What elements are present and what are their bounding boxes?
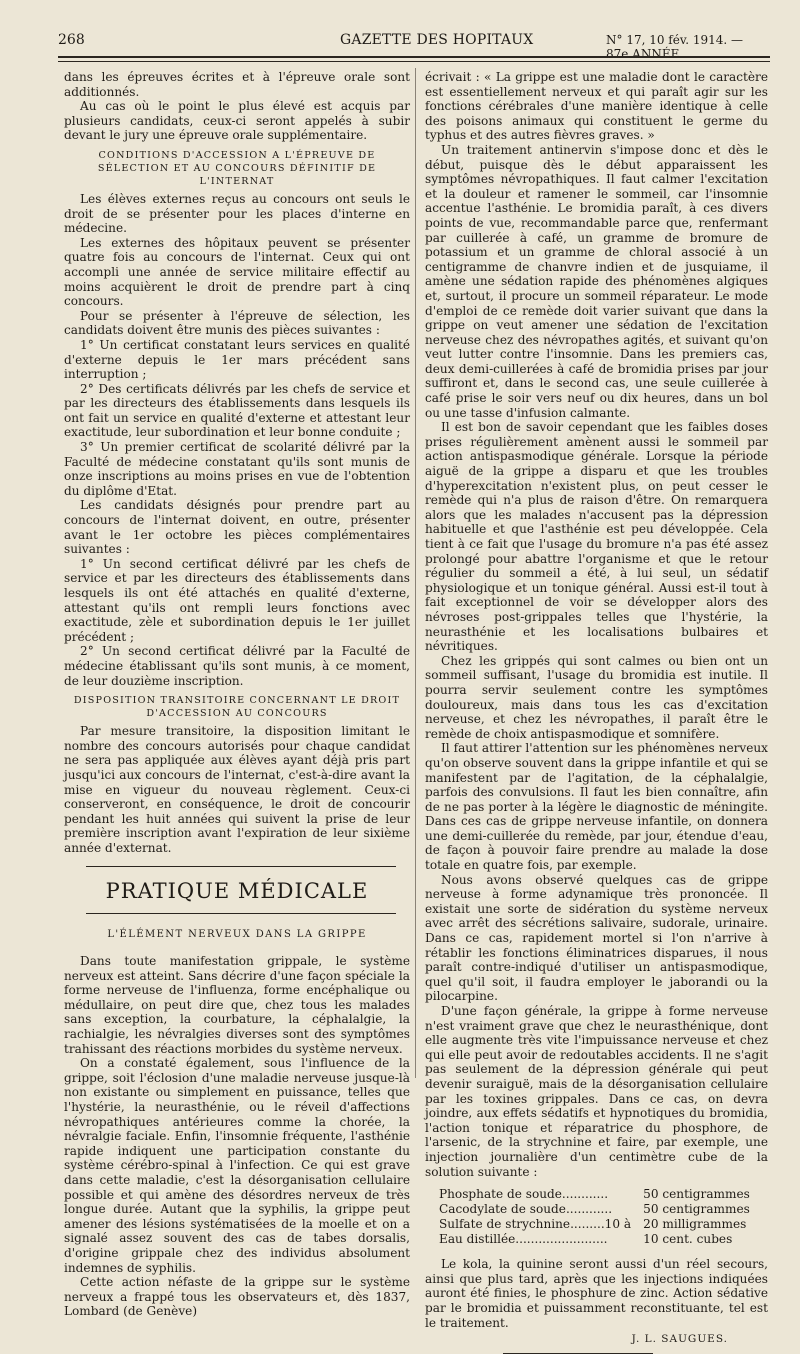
paragraph: 2° Un second certificat délivré par la Faculté de médecine établissant qu'ils sont munis, à ce moment, de leur douzième inscription. xyxy=(64,644,410,688)
paragraph: Par mesure transitoire, la disposition limitant le nombre des concours autorisés pour chaque candidat ne sera pas appliquée aux élèves ayant déjà pris part jusqu'ici aux concours de l'internat, c'est-à-dire avant la mise en vigueur du nouveau règlement. Ceux-ci conserveront, en conséquence, le droit de concourir pendant les huit années qui suivent la prise de leur première inscription avant l'expiration de leur sixième année d'externat. xyxy=(64,724,410,855)
header-rule xyxy=(58,56,770,58)
paragraph: 2° Des certificats délivrés par les chefs de service et par les directeurs des établissements dans lesquels ils ont fait un service en qualité d'externe et attestant leur exactitude, leur subordination et leur bonne conduite ; xyxy=(64,381,410,440)
paragraph: Les externes des hôpitaux peuvent se présenter quatre fois au concours de l'internat. Ceux qui ont accompli une année de service militaire effectif au moins acquièrent le droit de prendre part à cinq concours. xyxy=(64,235,410,309)
quantity: 50 centigrammes xyxy=(643,1187,750,1202)
header-rule-thin xyxy=(58,61,770,62)
paragraph: Au cas où le point le plus élevé est acquis par plusieurs candidats, ceux-ci seront appelés à subir devant le jury une épreuve orale supplémentaire. xyxy=(64,99,410,143)
prescription-row xyxy=(439,1187,750,1202)
paragraph: Chez les grippés qui sont calmes ou bien ont un sommeil suffisant, l'usage du bromidia est inutile. Il pourra servir seulement contre les symptômes douloureux, mais dans tous les cas d'excitation nerveuse, et chez les névropathes, il paraît être le remède de choix antispasmodique et somnifère. xyxy=(425,653,768,741)
paragraph: Nous avons observé quelques cas de grippe nerveuse à forme adynamique très prononcée. Il existait une sorte de sidération du système nerveux avec arrêt des sécrétions salivaire, sudorale, urinaire. Dans ce cas, rapidement mortel si l'on n'arrive à rétablir les fonctions éliminatrices disparues, il nous paraît contre-indiqué d'utiliser un antispasmodique, quel qu'il soit, il faudra employer le jaborandi ou la pilocarpine. xyxy=(425,872,768,1004)
section-heading: CONDITIONS D'ACCESSION A L'ÉPREUVE DE SÉLECTION ET AU CONCOURS DÉFINITIF DE L'INTERNAT xyxy=(97,149,377,187)
prescription-row xyxy=(439,1232,750,1247)
author-signature: J. L. SAUGUES. xyxy=(631,1333,728,1346)
section-heading: DISPOSITION TRANSITOIRE CONCERNANT LE DROIT D'ACCESSION AU CONCOURS xyxy=(73,695,401,720)
issue-info: N° 17, 10 fév. 1914. — 87e ANNÉE. xyxy=(606,33,743,61)
article-title: L'ÉLÉMENT NERVEUX DANS LA GRIPPE xyxy=(107,928,367,940)
quantity: 10 cent. cubes xyxy=(643,1232,733,1247)
right-column xyxy=(425,70,768,1354)
paragraph: Cette action néfaste de la grippe sur le système nerveux a frappé tous les observateurs et, dès 1837, Lombard (de Genève) xyxy=(64,1275,410,1319)
paragraph: 1° Un certificat constatant leurs services en qualité d'externe depuis le 1er mars précédent sans interruption ; xyxy=(64,337,410,382)
paragraph: 3° Un premier certificat de scolarité délivré par la Faculté de médecine constatant qu'ils sont munis de onze inscriptions au moins prises en vue de l'obtention du diplôme d'Etat. xyxy=(64,440,410,498)
left-column xyxy=(64,70,410,1319)
quantity: 20 milligrammes xyxy=(643,1217,747,1232)
page-header xyxy=(58,30,768,61)
rubric-title: PRATIQUE MÉDICALE xyxy=(105,878,369,903)
paragraph: Le kola, la quinine seront aussi d'un réel secours, ainsi que plus tard, après que les injections indiquées auront été finies, le phosphure de zinc. Action sédative par le bromidia et puissamment reconstituante, tel est le traitement. xyxy=(425,1257,768,1330)
prescription-row xyxy=(439,1202,750,1217)
paragraph: Il faut attirer l'attention sur les phénomènes nerveux qu'on observe souvent dans la grippe infantile et qui se manifestent par de l'agitation, de la céphalalgie, parfois des convulsions. Il faut les bien connaître, afin de ne pas porter à la légère le diagnostic de méningite. Dans ces cas de grippe nerveuse infantile, on donnera une demi-cuillerée du remède, par jour, étendue d'eau, de façon à pouvoir faire prendre au malade la dose totale en quatre fois, par exemple. xyxy=(425,741,768,873)
prescription-row xyxy=(439,1217,750,1232)
paragraph: On a constaté également, sous l'influence de la grippe, soit l'éclosion d'une maladie nerveuse jusque-là non existante ou simplement en puissance, telles que l'hystérie, la neurasthénie, ou le réveil d'affections névropathiques antérieures comme la chorée, la névralgie faciale. Enfin, l'insomnie fréquente, l'asthénie rapide indiquent une participation constante du système cérébro-spinal à l'infection. Ce qui est grave dans cette maladie, c'est la désorganisation cellulaire possible et qui amène des désordres nerveux de très longue durée. Autant que la syphilis, la grippe peut amener des lésions systématisées de la moelle et on a signalé assez souvent des cas de tabes dorsalis, d'origine grippale chez des individus absolument indemnes de syphilis. xyxy=(64,1056,410,1275)
ingredient: Eau distillée........................ xyxy=(439,1232,608,1247)
paragraph: Il est bon de savoir cependant que les faibles doses prises régulièrement amènent aussi le sommeil par action antispasmodique générale. Lorsque la période aiguë de la grippe a disparu et que les troubles d'hyperexcitation n'existent plus, on peut cesser le remède qui n'a plus de raison d'être. On remarquera alors que les malades n'accusent pas la dépression habituelle et que l'asthénie est peu développée. Cela tient à ce fait que l'usage du bromure n'a pas été assez prolongé pour abattre l'organisme et que le retour régulier du sommeil a été, à lui seul, un sédatif physiologique et un tonique général. Aussi est-il tout à fait exceptionnel de voir se développer alors des névroses post-grippales telles que l'hystérie, la neurasthénie et les localisations bulbaires et névritiques. xyxy=(425,420,768,654)
ingredient: Phosphate de soude............ xyxy=(439,1187,609,1202)
paragraph: 1° Un second certificat délivré par les chefs de service et par les directeurs des établissements dans lesquels ils ont été attachés en qualité d'externe, attestant qu'ils ont rempli leurs fonctions avec exactitude, zèle et subordination depuis le 1er juillet précédent ; xyxy=(64,556,410,644)
paragraph: Un traitement antinervin s'impose donc et dès le début, puisque dès le début apparaissent les symptômes névropathiques. Il faut calmer l'excitation et la douleur et ramener le sommeil, car l'insomnie accentue l'asthénie. Le bromidia paraît, à ces divers points de vue, recommandable parce que, renfermant par cuillerée à café, un gramme de bromure de potassium et un gramme de chloral associé à un centigramme de chanvre indien et de jusquiame, il amène une sédation rapide des phénomènes algiques et, surtout, il procure un sommeil réparateur. Le mode d'emploi de ce remède doit varier suivant que dans la grippe on veut amener une sédation de l'excitation nerveuse chez des névropathes agités, et suivant qu'on veut lutter contre l'insomnie. Dans les premiers cas, deux demi-cuillerées à café de bromidia prises par jour suffiront et, dans le second cas, une seule cuillerée à café prise le soir vers neuf ou dix heures, dans un bol ou une tasse d'infusion calmante. xyxy=(425,142,768,420)
paragraph: D'une façon générale, la grippe à forme nerveuse n'est vraiment grave que chez le neurasthénique, dont elle augmente très vite l'impuissance nerveuse et chez qui elle peut avoir de redoutables accidents. Il ne s'agit pas seulement de la dépression générale qui peut devenir suraiguë, mais de la désorganisation cellulaire par les toxines grippales. Dans ce cas, on devra joindre, aux effets sédatifs et hypnotiques du bromidia, l'action tonique et réparatrice du phosphore, de l'arsenic, de la strychnine et faire, par exemple, une injection journalière d'un centimètre cube de la solution suivante : xyxy=(425,1004,768,1179)
ingredient: Cacodylate de soude............ xyxy=(439,1202,613,1217)
paragraph: Les candidats désignés pour prendre part au concours de l'internat doivent, en outre, présenter avant le 1er octobre les pièces complémentaires suivantes : xyxy=(64,498,410,557)
paragraph: Pour se présenter à l'épreuve de sélection, les candidats doivent être munis des pièces suivantes : xyxy=(64,308,410,338)
quantity: 50 centigrammes xyxy=(643,1202,750,1217)
paragraph: Les élèves externes reçus au concours ont seuls le droit de se présenter pour les places d'interne en médecine. xyxy=(64,191,410,236)
journal-title: GAZETTE DES HOPITAUX xyxy=(340,32,534,48)
paragraph: dans les épreuves écrites et à l'épreuve orale sont additionnés. xyxy=(64,70,410,99)
prescription-table xyxy=(439,1187,750,1247)
column-separator xyxy=(415,68,416,1078)
page-number: 268 xyxy=(58,32,85,48)
rubric-rule-bottom xyxy=(86,913,396,914)
paragraph: écrivait : « La grippe est une maladie dont le caractère est essentiellement nerveux et qui paraît agir sur les fonctions cérébrales d'une manière identique à celle des poisons animaux qui constituent le germe du typhus et des autres fièvres graves. » xyxy=(425,70,768,143)
ingredient: Sulfate de strychnine.........10 à xyxy=(439,1217,632,1232)
paragraph: Dans toute manifestation grippale, le système nerveux est atteint. Sans décrire d'une façon spéciale la forme nerveuse de l'influenza, forme encéphalique ou médullaire, on peut dire que, chez tous les malades sans exception, la courbature, la céphalalgie, la rachialgie, les névralgies diverses sont des symptômes trahissant des réactions morbides du système nerveux. xyxy=(64,954,410,1056)
rubric-rule-top xyxy=(86,866,396,867)
